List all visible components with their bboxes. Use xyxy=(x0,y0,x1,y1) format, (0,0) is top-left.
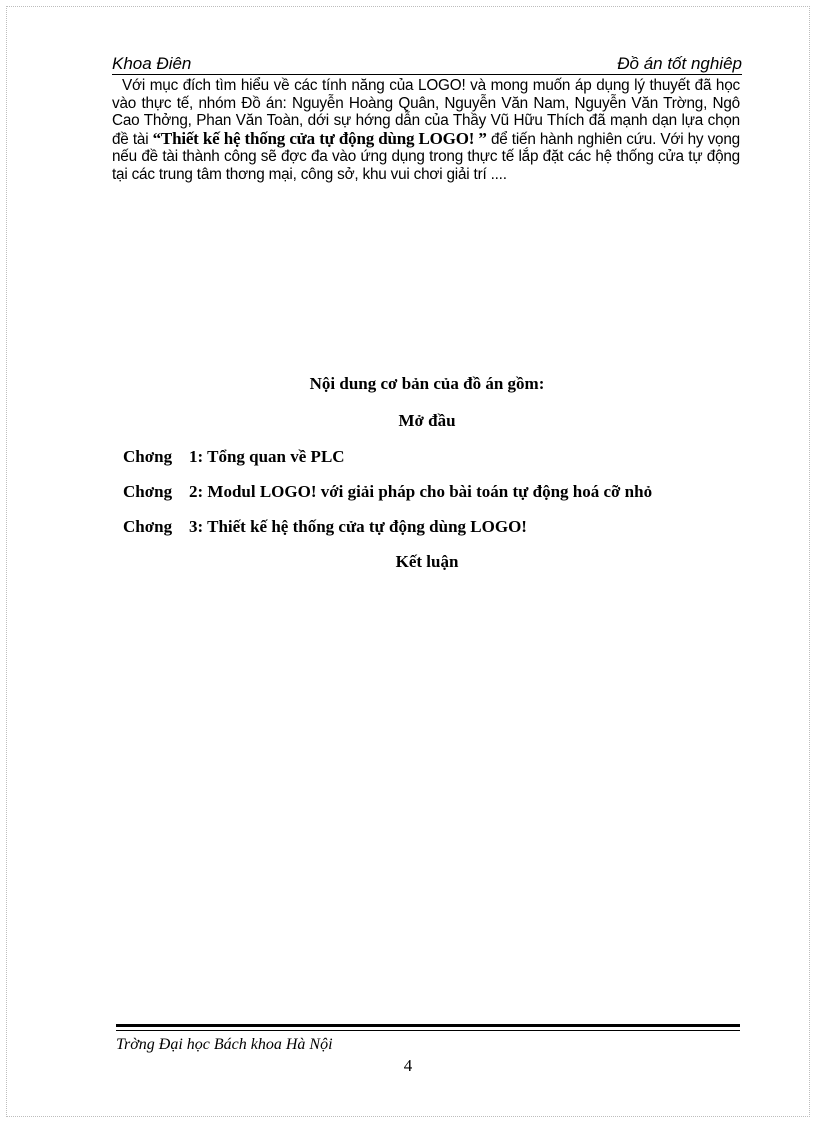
header-divider xyxy=(112,74,742,75)
page-number: 4 xyxy=(403,1056,413,1075)
chapter-label: Chơng xyxy=(123,447,173,466)
chapter-title: 1: Tổng quan về PLC xyxy=(189,447,345,466)
intro-text-part2: để tiến hành nghiên cứu. Với hy vọng nếu đề tài thành công sẽ đợc đa vào ứng dụng trong thực tế lắp đặt các hệ thống cửa tự động tại các trung tâm thơng mại, công sở, khu vui chơi giải trí .... xyxy=(112,130,740,183)
header-faculty: Khoa Điên xyxy=(112,54,192,73)
intro-text-part1: Với mục đích tìm hiểu về các tính năng của LOGO! và mong muốn áp dụng lý thuyết đã học vào thực tế, nhóm Đồ án: Nguyễn Hoàng Quân, Nguyễn Văn Nam, Nguyễn Văn Trờng, Ngô Cao Thởng, Phan Văn Toàn, dới sự hớng dẫn của Thầy Vũ Hữu Thích đã mạnh dạn lựa chọn đề tài xyxy=(112,77,740,148)
contents-heading: Nội dung cơ bản của đồ án gồm: xyxy=(309,374,545,393)
chapter-label: Chơng xyxy=(123,482,173,501)
chapter-item-2 xyxy=(123,482,652,502)
chapter-item-3 xyxy=(123,517,527,537)
opening-item: Mở đầu xyxy=(398,411,456,430)
thesis-topic-title: “Thiết kế hệ thống cửa tự động dùng LOGO! ” xyxy=(152,128,487,148)
footer-divider-thick xyxy=(116,1024,740,1027)
footer-divider-thin xyxy=(116,1030,740,1031)
chapter-title: 2: Modul LOGO! với giải pháp cho bài toán tự động hoá cỡ nhỏ xyxy=(189,482,653,501)
chapter-item-1 xyxy=(123,447,345,467)
footer-school: Trờng Đại học Bách khoa Hà Nội xyxy=(116,1036,333,1053)
chapter-title: 3: Thiết kế hệ thống cửa tự động dùng LOGO! xyxy=(189,517,527,536)
intro-paragraph xyxy=(112,77,740,183)
closing-item: Kết luận xyxy=(395,552,459,571)
header-document-type: Đồ án tốt nghiêp xyxy=(617,54,742,73)
chapter-label: Chơng xyxy=(123,517,173,536)
